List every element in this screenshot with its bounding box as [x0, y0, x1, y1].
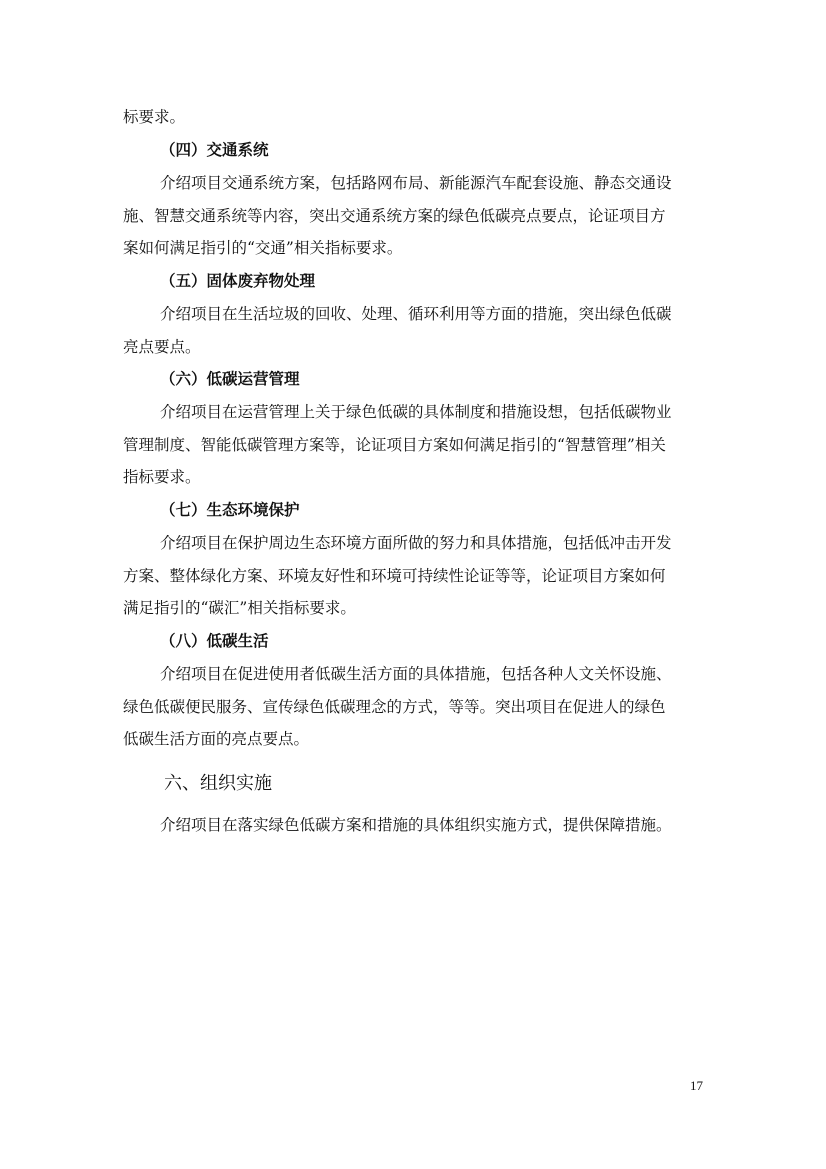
- paragraph-line: 绿色低碳便民服务、宣传绿色低碳理念的方式，等等。突出项目在促进人的绿色: [123, 698, 666, 716]
- subsection-heading-ecology: （七）生态环境保护: [160, 501, 300, 519]
- subsection-heading-low-carbon-life: （八）低碳生活: [160, 632, 269, 650]
- paragraph-line: 满足指引的“碳汇”相关指标要求。: [123, 599, 356, 617]
- section-heading-implementation: 六、组织实施: [164, 773, 272, 794]
- subsection-heading-transport: （四）交通系统: [160, 141, 269, 159]
- subsection-heading-operations: （六）低碳运营管理: [160, 370, 300, 388]
- paragraph-line: 介绍项目在生活垃圾的回收、处理、循环利用等方面的措施，突出绿色低碳: [160, 305, 672, 323]
- paragraph-line: 案如何满足指引的“交通”相关指标要求。: [123, 239, 403, 257]
- paragraph-line: 介绍项目在保护周边生态环境方面所做的努力和具体措施，包括低冲击开发: [160, 534, 672, 552]
- paragraph-line: 施、智慧交通系统等内容，突出交通系统方案的绿色低碳亮点要点，论证项目方: [123, 207, 666, 225]
- paragraph-line: 方案、整体绿化方案、环境友好性和环境可持续性论证等等，论证项目方案如何: [123, 567, 666, 585]
- paragraph-line: 介绍项目交通系统方案，包括路网布局、新能源汽车配套设施、静态交通设: [160, 174, 672, 192]
- paragraph-line: 管理制度、智能低碳管理方案等，论证项目方案如何满足指引的“智慧管理”相关: [123, 436, 666, 454]
- paragraph-line: 标要求。: [123, 108, 186, 126]
- paragraph-line: 亮点要点。: [123, 338, 201, 356]
- paragraph-line: 低碳生活方面的亮点要点。: [123, 730, 310, 748]
- paragraph-line: 介绍项目在落实绿色低碳方案和措施的具体组织实施方式，提供保障措施。: [160, 816, 672, 834]
- page-number: 17: [690, 1078, 703, 1093]
- subsection-heading-solid-waste: （五）固体废弃物处理: [160, 272, 316, 290]
- paragraph-line: 介绍项目在促进使用者低碳生活方面的具体措施，包括各种人文关怀设施、: [160, 665, 672, 683]
- paragraph-line: 指标要求。: [123, 468, 201, 486]
- paragraph-line: 介绍项目在运营管理上关于绿色低碳的具体制度和措施设想，包括低碳物业: [160, 403, 672, 421]
